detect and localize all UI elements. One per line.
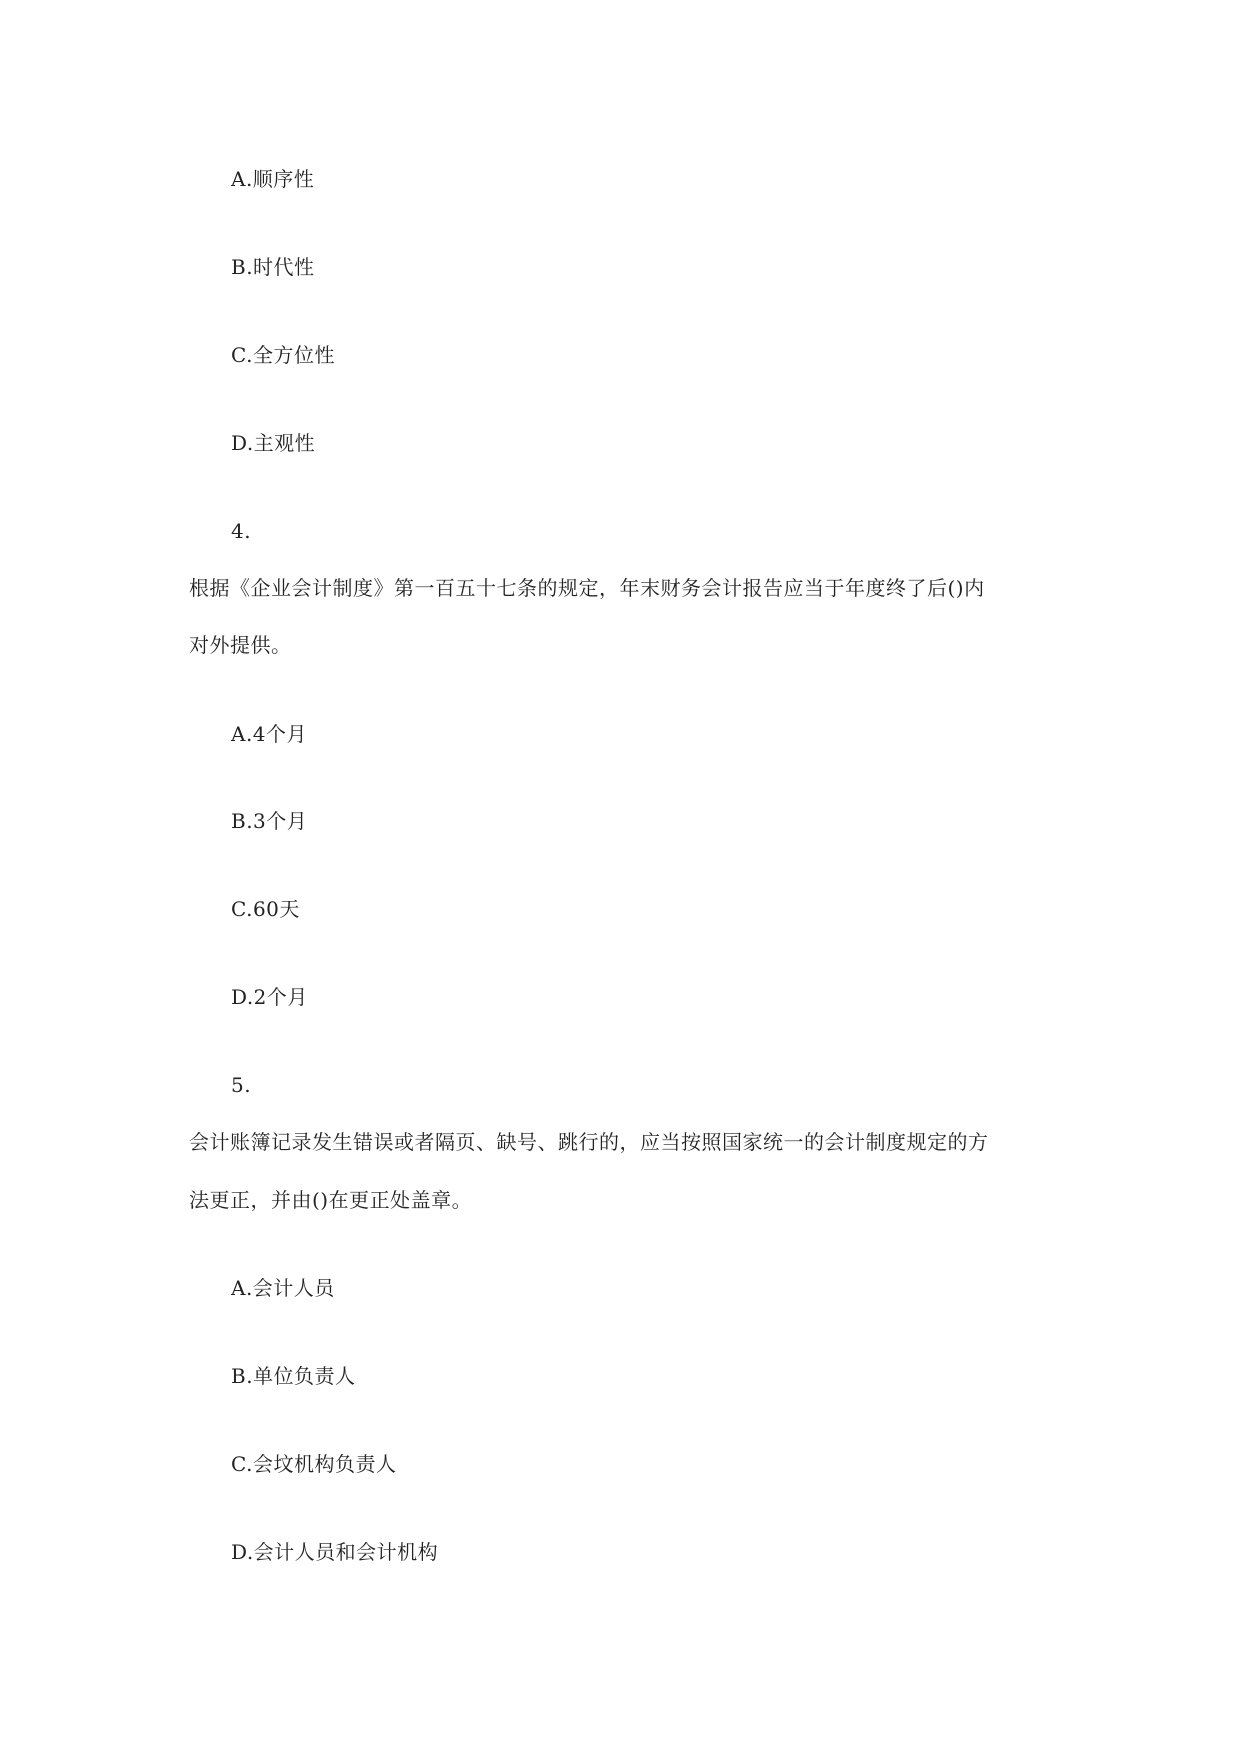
option-c: C.60天: [231, 897, 300, 921]
question-number: 5.: [231, 1073, 252, 1097]
question-stem: 根据《企业会计制度》第一百五十七条的规定，年末财务会计报告应当于年度终了后()内: [189, 576, 985, 600]
option-b: B.时代性: [231, 255, 315, 279]
question-stem: 法更正，并由()在更正处盖章。: [189, 1188, 473, 1212]
option-c: C.全方位性: [231, 343, 335, 367]
option-b: B.3个月: [231, 809, 308, 833]
option-c: C.会坟机构负责人: [231, 1452, 397, 1476]
option-a: A.会计人员: [231, 1276, 335, 1300]
option-a: A.顺序性: [231, 167, 315, 191]
option-d: D.主观性: [231, 431, 316, 455]
question-stem: 对外提供。: [189, 633, 292, 657]
option-d: D.会计人员和会计机构: [231, 1540, 439, 1564]
option-a: A.4个月: [231, 722, 308, 746]
option-b: B.单位负责人: [231, 1364, 356, 1388]
option-d: D.2个月: [231, 985, 308, 1009]
question-stem: 会计账簿记录发生错误或者隔页、缺号、跳行的，应当按照国家统一的会计制度规定的方: [189, 1130, 989, 1154]
question-number: 4.: [231, 519, 252, 543]
